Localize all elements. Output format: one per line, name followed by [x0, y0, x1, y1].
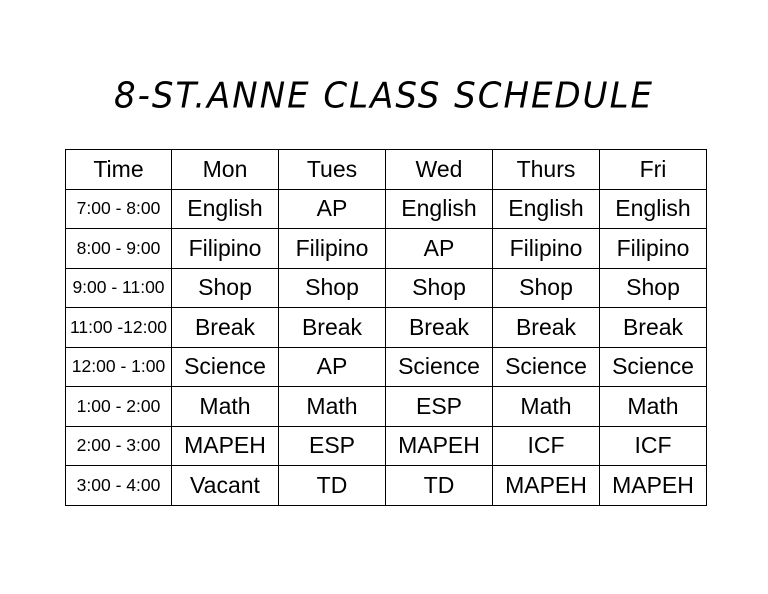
class-cell: Science	[386, 347, 493, 387]
time-cell: 7:00 - 8:00	[66, 189, 172, 229]
table-row	[66, 387, 707, 427]
schedule-table	[65, 149, 707, 506]
class-cell: Shop	[279, 268, 386, 308]
class-cell: Science	[172, 347, 279, 387]
class-cell: Math	[493, 387, 600, 427]
table-row	[66, 347, 707, 387]
column-header-tues: Tues	[279, 150, 386, 190]
table-row	[66, 229, 707, 269]
class-cell: Break	[600, 308, 707, 348]
class-cell: Shop	[600, 268, 707, 308]
class-cell: ICF	[600, 426, 707, 466]
column-header-wed: Wed	[386, 150, 493, 190]
class-cell: TD	[279, 466, 386, 506]
class-cell: Filipino	[493, 229, 600, 269]
time-cell: 3:00 - 4:00	[66, 466, 172, 506]
time-cell: 11:00 -12:00	[66, 308, 172, 348]
table-row	[66, 426, 707, 466]
class-cell: AP	[279, 189, 386, 229]
column-header-fri: Fri	[600, 150, 707, 190]
time-cell: 9:00 - 11:00	[66, 268, 172, 308]
table-row	[66, 466, 707, 506]
class-cell: AP	[279, 347, 386, 387]
class-cell: Filipino	[279, 229, 386, 269]
class-cell: ESP	[279, 426, 386, 466]
class-cell: Break	[493, 308, 600, 348]
class-cell: Shop	[493, 268, 600, 308]
header-row	[66, 150, 707, 190]
class-cell: English	[493, 189, 600, 229]
class-cell: Filipino	[600, 229, 707, 269]
class-cell: AP	[386, 229, 493, 269]
class-cell: MAPEH	[600, 466, 707, 506]
class-cell: MAPEH	[172, 426, 279, 466]
class-cell: TD	[386, 466, 493, 506]
class-cell: English	[172, 189, 279, 229]
class-cell: Vacant	[172, 466, 279, 506]
class-cell: ESP	[386, 387, 493, 427]
time-cell: 12:00 - 1:00	[66, 347, 172, 387]
class-cell: ICF	[493, 426, 600, 466]
time-cell: 8:00 - 9:00	[66, 229, 172, 269]
column-header-thurs: Thurs	[493, 150, 600, 190]
class-cell: Break	[279, 308, 386, 348]
class-cell: Math	[279, 387, 386, 427]
class-cell: Math	[600, 387, 707, 427]
page-title: 8-ST.ANNE CLASS SCHEDULE	[113, 75, 654, 117]
class-cell: MAPEH	[493, 466, 600, 506]
table-row	[66, 189, 707, 229]
class-cell: Science	[600, 347, 707, 387]
class-cell: MAPEH	[386, 426, 493, 466]
time-cell: 1:00 - 2:00	[66, 387, 172, 427]
column-header-mon: Mon	[172, 150, 279, 190]
class-cell: Break	[172, 308, 279, 348]
column-header-time: Time	[66, 150, 172, 190]
class-cell: English	[386, 189, 493, 229]
time-cell: 2:00 - 3:00	[66, 426, 172, 466]
class-cell: English	[600, 189, 707, 229]
class-cell: Science	[493, 347, 600, 387]
class-cell: Math	[172, 387, 279, 427]
table-row	[66, 268, 707, 308]
class-cell: Filipino	[172, 229, 279, 269]
table-row	[66, 308, 707, 348]
class-cell: Break	[386, 308, 493, 348]
class-cell: Shop	[386, 268, 493, 308]
class-cell: Shop	[172, 268, 279, 308]
